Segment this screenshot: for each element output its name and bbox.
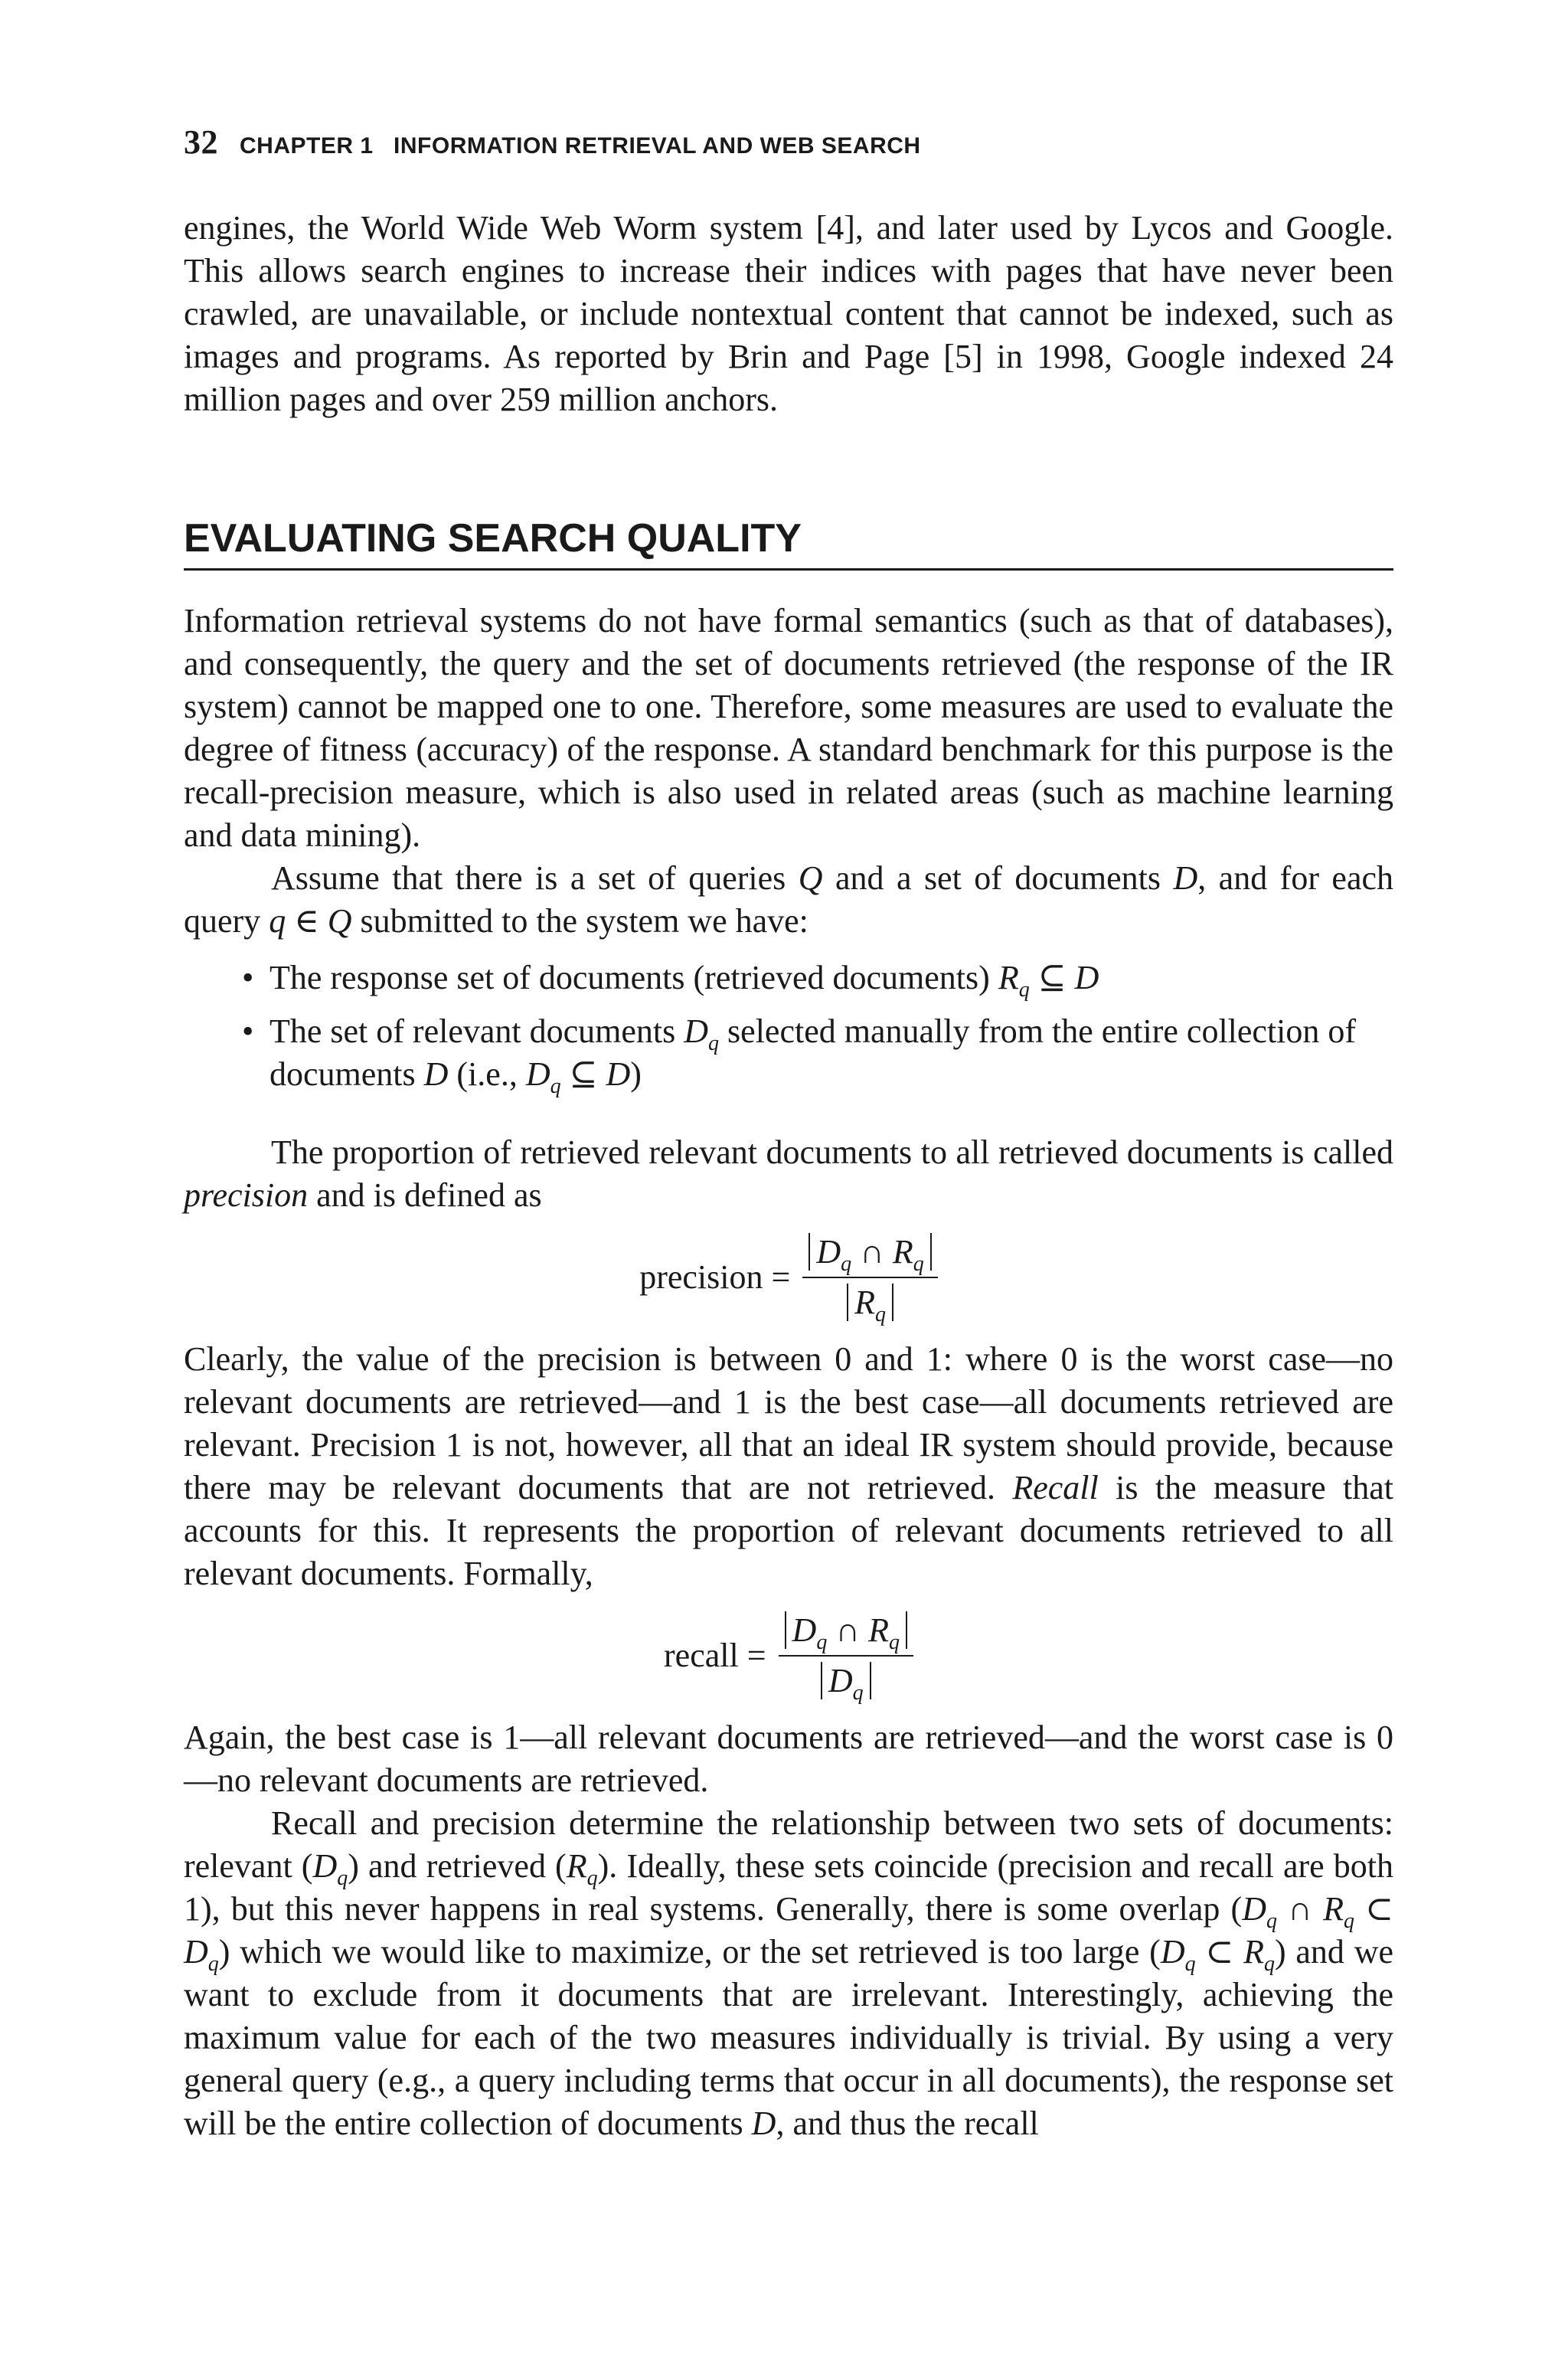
running-header: [184, 123, 1393, 162]
page-body: [184, 207, 1393, 2145]
list-item: • The response set of documents (retrieved documents) $R_q$ ⊆ D: [242, 959, 1099, 1002]
paragraph-best-case: Again, the best case is 1—all relevant documents are retrieved—and the worst case is 0—no relevant documents are retrieved.: [184, 1719, 1393, 1799]
paragraph-assume: Assume that there is a set of queries Q and a set of documents D, and for each query q ∈ Q submitted to the system we have:: [184, 859, 1394, 940]
paragraph-ir-semantics: Information retrieval systems do not have formal semantics (such as that of databases), and consequently, the query and the set of documents retrieved (the response of the IR system) cannot be mapped one to one. Therefore, some measures are used to evaluate the degree of fitness (accuracy) of the response. A standard benchmark for this purpose is the recall-precision measure, which is also used in related areas (such as machine learning and data mining).: [184, 602, 1393, 854]
section-heading: EVALUATING SEARCH QUALITY: [184, 513, 1393, 571]
definition-list: [184, 957, 1393, 1096]
paragraph-relationship: Recall and precision determine the relationship between two sets of documents: relevant $(D_q)$ and retrieved $(R_q)$. Ideally, these sets coincide (precision and recall are both 1), but this never happens in real systems. Generally, there is some overlap ($D_q$ ∩ $R_q$ ⊂ $D_q$) which we would like to maximize, or the set retrieved is too large ($D_q$ ⊂ $R_q$) and we want to exclude from it documents that are irrelevant. Interestingly, achieving the maximum value for each of the two measures individually is trivial. By using a very general query (e.g., a query including terms that occur in all documents), the response set will be the entire collection of documents D, and thus the recall: [184, 1804, 1393, 2142]
page-number: 32: [184, 123, 218, 161]
list-item: • The set of relevant documents $D_q$ selected manually from the entire collection of documents D (i.e., $D_q$ ⊆ D): [242, 1012, 1357, 1098]
chapter-title: CHAPTER 1 INFORMATION RETRIEVAL AND WEB SEARCH: [240, 133, 921, 159]
recall-equation: recall = $\frac{D_q \cap R_q}{D_q}$: [184, 1608, 1393, 1704]
intro-paragraph: engines, the World Wide Web Worm system [4], and later used by Lycos and Google. This allows search engines to increase their indices with pages that have never been crawled, are unavailable, or include nontextual content that cannot be indexed, such as images and programs. As reported by Brin and Page [5] in 1998, Google indexed 24 million pages and over 259 million anchors.: [184, 209, 1393, 418]
paragraph-recall-intro: Clearly, the value of the precision is between 0 and 1: where 0 is the worst case—no relevant documents are retrieved—and 1 is the best case—all documents retrieved are relevant. Precision 1 is not, however, all that an ideal IR system should provide, because there may be relevant documents that are not retrieved. Recall is the measure that accounts for this. It represents the proportion of relevant documents retrieved to all relevant documents. Formally,: [184, 1340, 1393, 1592]
precision-equation: precision = $\frac{D_q \cap R_q}{R_q}$: [184, 1229, 1393, 1326]
paragraph-precision-def: The proportion of retrieved relevant documents to all retrieved documents is called precision and is defined as: [184, 1133, 1393, 1214]
